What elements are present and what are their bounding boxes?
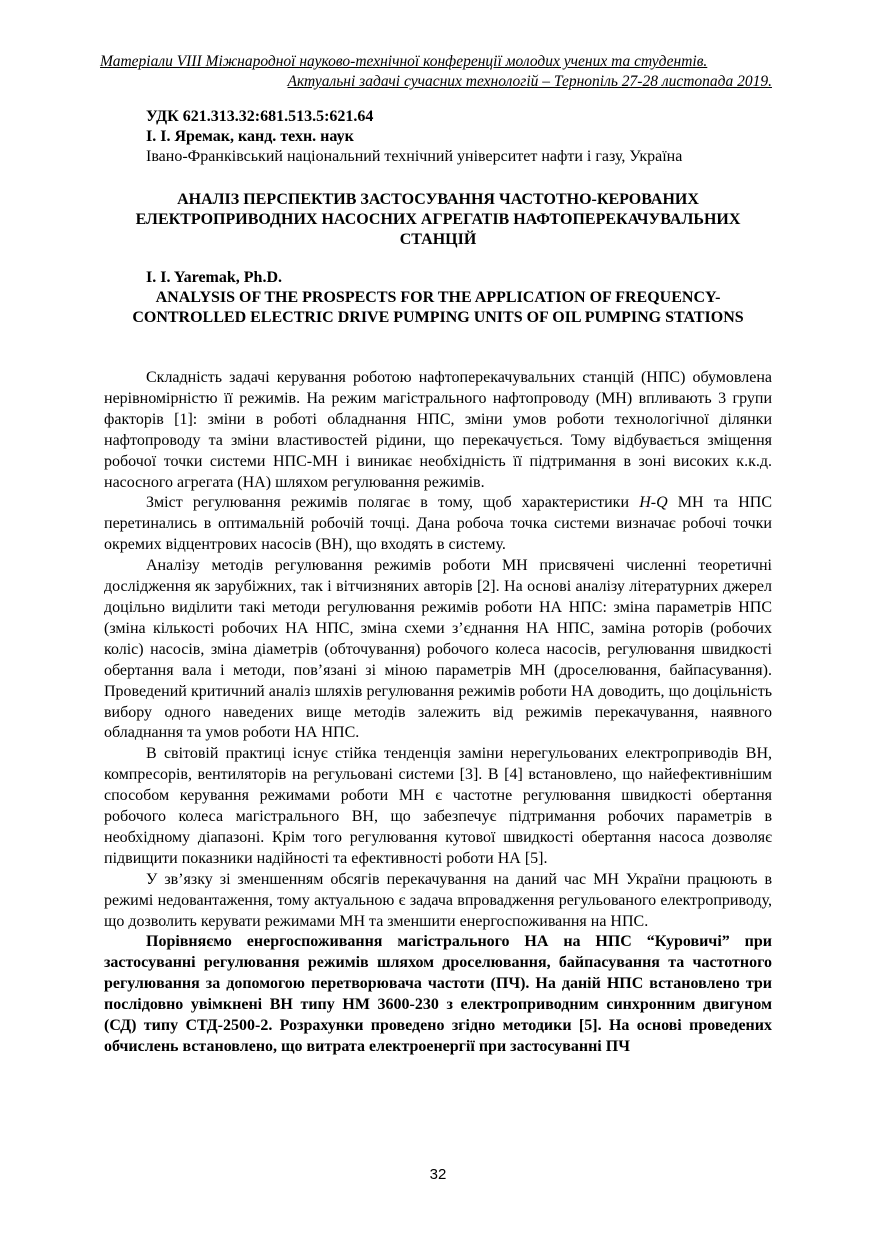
title-ukrainian: АНАЛІЗ ПЕРСПЕКТИВ ЗАСТОСУВАННЯ ЧАСТОТНО-КЕРОВАНИХ ЕЛЕКТРОПРИВОДНИХ НАСОСНИХ АГРЕГАТІВ НАФТОПЕРЕКАЧУВАЛЬНИХ СТАНЦІЙ — [135, 191, 741, 248]
title-english: ANALYSIS OF THE PROSPECTS FOR THE APPLICATION OF FREQUENCY-CONTROLLED ELECTRIC DRIVE PUMPING UNITS OF OIL PUMPING STATIONS — [132, 289, 744, 326]
page-number: 32 — [429, 1166, 447, 1183]
paragraph-2-end: МН та НПС перетинались в оптимальній робочій точці. Дана робоча точка системи визначає робочі точки окремих відцентрових насосів (ВН), що входять в систему. — [104, 494, 772, 554]
author-ukrainian: І. І. Яремак, канд. техн. наук — [146, 128, 354, 145]
affiliation: Івано-Франківський національний технічний університет нафти і газу, Україна — [146, 148, 683, 165]
conference-header-line1: Матеріали VIII Міжнародної науково-технічної конференції молодих учених та студентів. — [100, 53, 708, 70]
paragraph-5: У зв’язку зі зменшенням обсягів перекачування на даний час МН України працюють в режимі недовантаження, тому актуальною є задача впровадження регульованого електроприводу, що дозволить керувати режимами МН та зменшити енергоспоживання на НПС. — [104, 870, 772, 930]
paragraph-1: Складність задачі керування роботою нафтоперекачувальних станцій (НПС) обумовлена нерівномірністю її режимів. На режим магістрального нафтопроводу (МН) впливають 3 групи факторів [1]: зміни в роботі обладнання НПС, зміни умов роботи технологічної ділянки нафтопроводу та зміни властивостей рідини, що перекачується. Тому відбувається зміщення робочої точки системи НПС-МН і виникає необхідність її підтримання в зоні високих к.к.д. насосного агрегата (НА) шляхом регулювання режимів. — [104, 369, 772, 491]
udk-code: УДК 621.313.32:681.513.5:621.64 — [146, 108, 374, 125]
paragraph-2 — [104, 493, 772, 556]
conference-header-line2: Актуальні задачі сучасних технологій – Тернопіль 27-28 листопада 2019. — [287, 73, 772, 90]
paragraph-2-start: Зміст регулювання режимів полягає в тому, щоб характеристики — [146, 494, 640, 512]
hq-characteristic: H-Q — [639, 494, 668, 512]
paragraph-4: В світовій практиці існує стійка тенденція заміни нерегульованих електроприводів ВН, компресорів, вентиляторів на регульовані системи [3]. В [4] встановлено, що найефективнішим способом керування режимами роботи МН є частотне регулювання швидкості обертання робочого колеса магістрального ВН, що забезпечує підтримання робочих параметрів в необхідному діапазоні. Крім того регулювання кутової швидкості обертання насоса дозволяє підвищити показники надійності та ефективності роботи НА [5]. — [104, 745, 772, 867]
paragraph-6: Порівняємо енергоспоживання магістрального НА на НПС “Куровичі” при застосуванні регулювання режимів шляхом дроселювання, байпасування та частотного регулювання за допомогою перетворювача частоти (ПЧ). На даній НПС встановлено три послідовно увімкнені ВН типу НМ 3600-230 з електроприводним синхронним двигуном (СД) типу СТД-2500-2. Розрахунки проведено згідно методики [5]. На основі проведених обчислень встановлено, що витрата електроенергії при застосуванні ПЧ — [104, 933, 772, 1055]
article-body — [104, 368, 772, 1058]
paragraph-3: Аналізу методів регулювання режимів роботи МН присвячені численні теоретичні дослідження як зарубіжних, так і вітчизняних авторів [2]. На основі аналізу літературних джерел доцільно виділити такі методи регулювання режимів роботи НА НПС: зміна параметрів НПС (зміна кількості робочих НА НПС, зміна схеми з’єднання НА НПС, заміна роторів (робочих коліс) насосів, зміна діаметрів (обточування) робочого колеса насосів, регулювання швидкості обертання вала і методи, пов’язані зі міною параметрів МН (дроселювання, байпасування). Проведений критичний аналіз шляхів регулювання режимів роботи НА доводить, що доцільність вибору одного наведених вище методів залежить від режимів перекачування, наявного обладнання та умов роботи НА НПС. — [104, 557, 772, 742]
author-english: I. I. Yaremak, Ph.D. — [146, 269, 283, 286]
